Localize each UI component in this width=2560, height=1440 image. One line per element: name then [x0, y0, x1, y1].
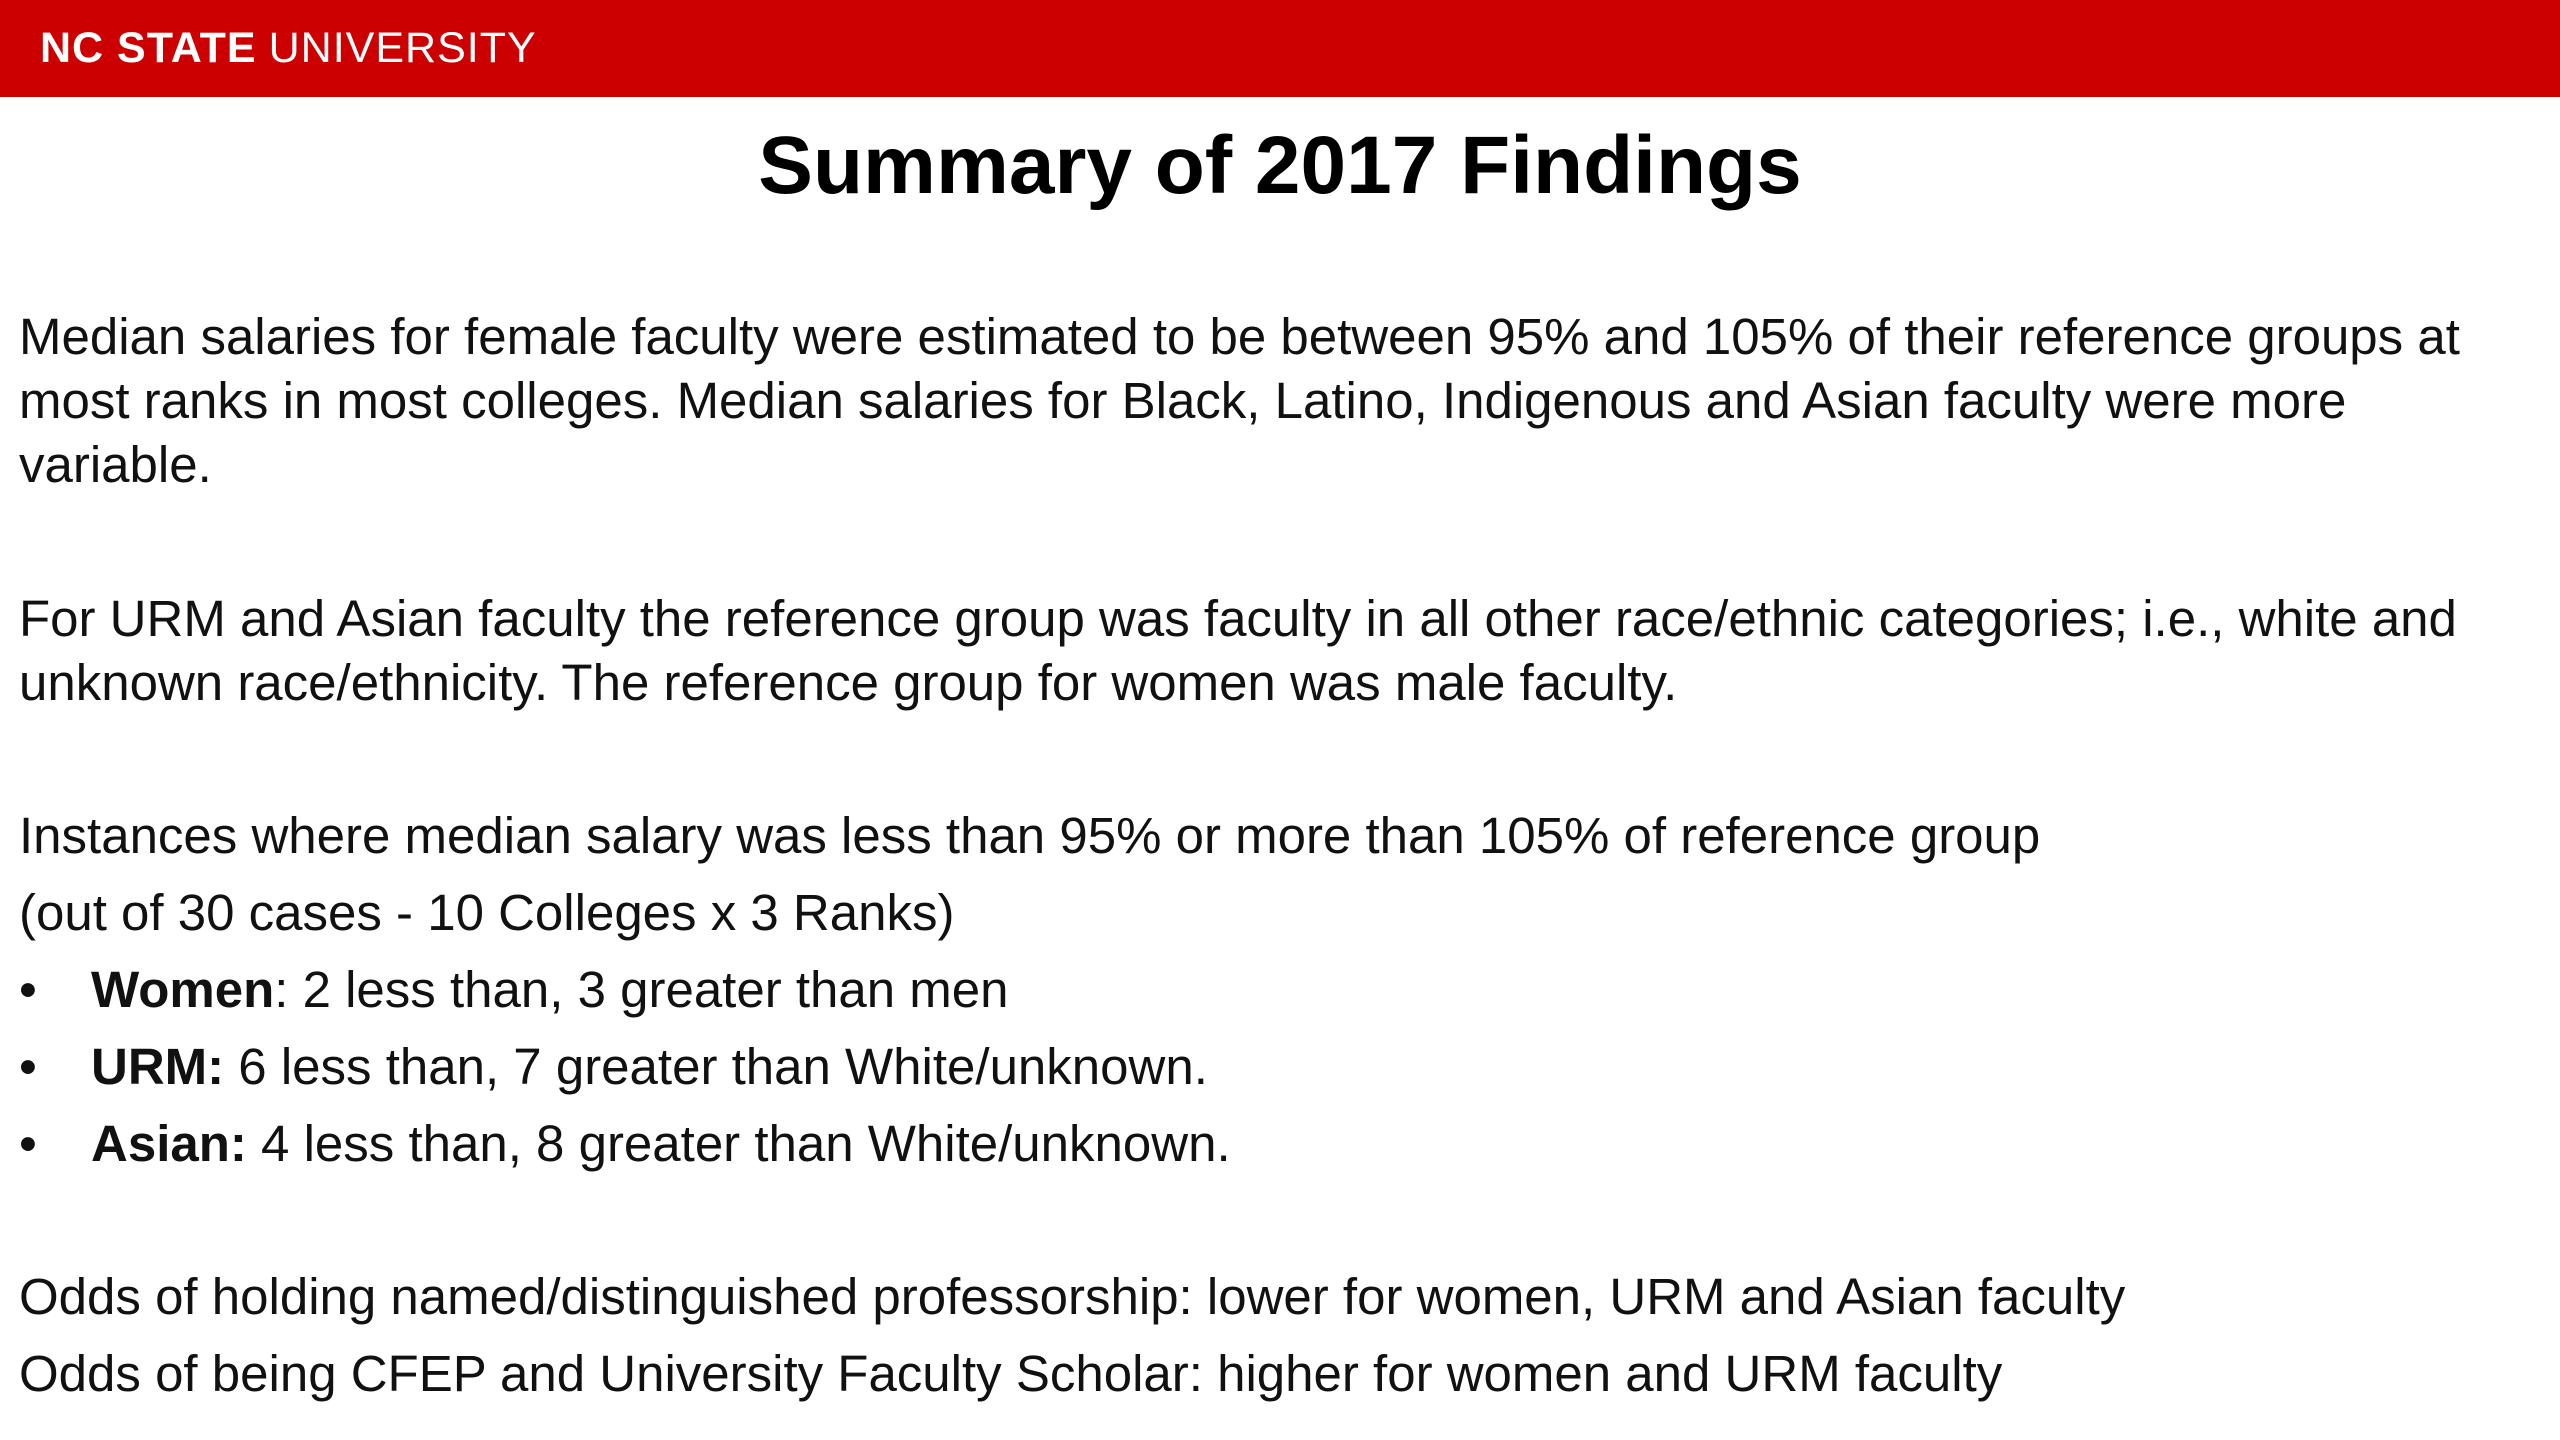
odds-scholar-line: Odds of being CFEP and University Faculty Scholar: higher for women and URM faculty — [19, 1345, 2003, 1402]
instances-heading: Instances where median salary was less than 95% or more than 105% of reference group — [19, 807, 2041, 864]
instances-subheading: (out of 30 cases - 10 Colleges x 3 Ranks) — [19, 884, 955, 941]
bullet-text — [91, 1035, 1208, 1099]
university-logo — [40, 22, 537, 74]
bullet-marker: • — [19, 1038, 37, 1095]
bullet-detail: : 2 less than, 3 greater than men — [274, 961, 1009, 1018]
bullet-marker: • — [19, 961, 37, 1018]
logo-regular-text: UNIVERSITY — [268, 24, 537, 72]
bullet-lead: URM: — [91, 1038, 225, 1095]
slide-title: Summary of 2017 Findings — [758, 120, 1802, 211]
bullet-lead: Asian: — [91, 1115, 247, 1172]
bullet-marker: • — [19, 1115, 37, 1172]
bullet-detail: 4 less than, 8 greater than White/unknown. — [246, 1115, 1231, 1172]
paragraph-median-salaries: Median salaries for female faculty were estimated to be between 95% and 105% of their reference groups at most ranks in most colleges. Median salaries for Black, Latino, Indigenous and Asian faculty were more variable. — [19, 308, 2460, 493]
bullet-text — [91, 958, 1009, 1022]
paragraph-reference-group: For URM and Asian faculty the reference group was faculty in all other race/ethnic categories; i.e., white and unknown race/ethnicity. The reference group for women was male faculty. — [19, 590, 2457, 711]
bullet-detail: 6 less than, 7 greater than White/unknown. — [224, 1038, 1208, 1095]
odds-professorship-line: Odds of holding named/distinguished professorship: lower for women, URM and Asian faculty — [19, 1268, 2126, 1325]
logo-bold-text: NC STATE — [40, 24, 257, 72]
header-bar — [0, 0, 2560, 97]
bullet-lead: Women — [91, 961, 275, 1018]
bullet-text — [91, 1112, 1231, 1176]
